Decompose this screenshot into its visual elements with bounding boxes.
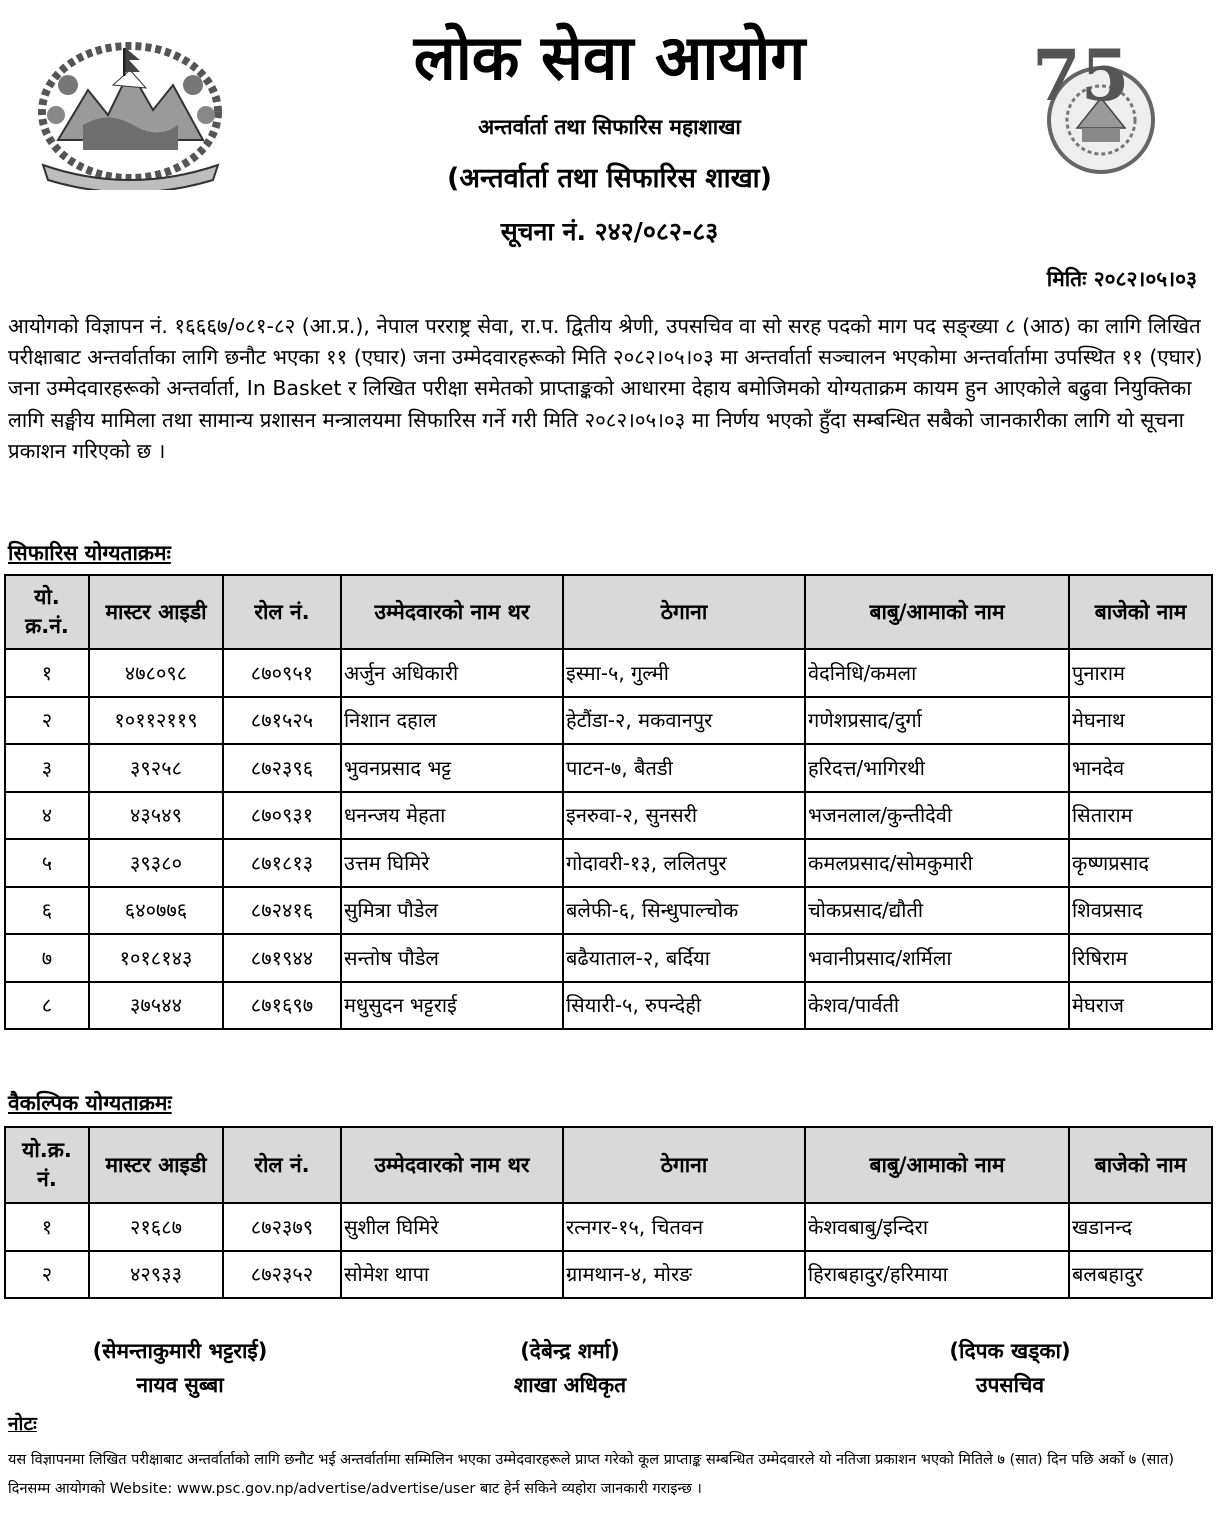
alternative-table bbox=[4, 1126, 1213, 1299]
table-row bbox=[5, 1203, 1212, 1251]
table-cell: ५ bbox=[5, 839, 89, 887]
table-cell: ७ bbox=[5, 934, 89, 982]
table-cell: ८७२४१६ bbox=[223, 887, 341, 935]
table-row bbox=[5, 649, 1212, 697]
table-cell: ८७२३५२ bbox=[223, 1251, 341, 1299]
table-cell: मेघराज bbox=[1069, 982, 1212, 1030]
table-row bbox=[5, 982, 1212, 1030]
column-header: बाबु/आमाको नाम bbox=[805, 1127, 1069, 1203]
table-cell: सुशील घिमिरे bbox=[341, 1203, 563, 1251]
table-cell: धनन्जय मेहता bbox=[341, 792, 563, 840]
table-header-row bbox=[5, 575, 1212, 649]
table-cell: १ bbox=[5, 1203, 89, 1251]
table-cell: केशव/पार्वती bbox=[805, 982, 1069, 1030]
table-cell: ३९३८० bbox=[89, 839, 223, 887]
table-cell: १ bbox=[5, 649, 89, 697]
table-cell: ३९२५८ bbox=[89, 744, 223, 792]
table-cell: कमलप्रसाद/सोमकुमारी bbox=[805, 839, 1069, 887]
table-cell: पुनाराम bbox=[1069, 649, 1212, 697]
signatory-title: नायव सुब्बा bbox=[136, 1373, 224, 1397]
alternative-heading: वैकल्पिक योग्यताक्रमः bbox=[8, 1091, 172, 1115]
table-cell: ८७१८१३ bbox=[223, 839, 341, 887]
signatory-title: शाखा अधिकृत bbox=[513, 1373, 627, 1397]
table-cell: १०१८१४३ bbox=[89, 934, 223, 982]
table-cell: हेटौंडा-२, मकवानपुर bbox=[563, 697, 805, 745]
table-cell: ३७५४४ bbox=[89, 982, 223, 1030]
table-cell: भजनलाल/कुन्तीदेवी bbox=[805, 792, 1069, 840]
column-header: रोल नं. bbox=[223, 575, 341, 649]
table-cell: २ bbox=[5, 1251, 89, 1299]
signatory-name: (सेमन्ताकुमारी भट्टराई) bbox=[92, 1339, 268, 1363]
table-cell: निशान दहाल bbox=[341, 697, 563, 745]
table-cell: उत्तम घिमिरे bbox=[341, 839, 563, 887]
signatory-name: (देबेन्द्र शर्मा) bbox=[520, 1339, 620, 1363]
table-cell: बढैयाताल-२, बर्दिया bbox=[563, 934, 805, 982]
table-row bbox=[5, 697, 1212, 745]
table-row bbox=[5, 1251, 1212, 1299]
notice-number: सूचना नं. २४२/०८२-८३ bbox=[500, 217, 719, 246]
signature-block bbox=[410, 1334, 730, 1402]
column-header: उम्मेदवारको नाम थर bbox=[341, 575, 563, 649]
signatory-name: (दिपक खड्का) bbox=[949, 1339, 1071, 1363]
table-row bbox=[5, 934, 1212, 982]
column-header: उम्मेदवारको नाम थर bbox=[341, 1127, 563, 1203]
table-cell: इस्मा-५, गुल्मी bbox=[563, 649, 805, 697]
column-header: ठेगाना bbox=[563, 1127, 805, 1203]
table-cell: केशवबाबु/इन्दिरा bbox=[805, 1203, 1069, 1251]
table-cell: गोदावरी-१३, ललितपुर bbox=[563, 839, 805, 887]
table-cell: ६४०७७६ bbox=[89, 887, 223, 935]
signatory-title: उपसचिव bbox=[975, 1373, 1045, 1397]
table-cell: बलबहादुर bbox=[1069, 1251, 1212, 1299]
table-cell: ६ bbox=[5, 887, 89, 935]
table-cell: मेघनाथ bbox=[1069, 697, 1212, 745]
table-row bbox=[5, 887, 1212, 935]
table-cell: सोमेश थापा bbox=[341, 1251, 563, 1299]
table-cell: हिराबहादुर/हरिमाया bbox=[805, 1251, 1069, 1299]
column-header: यो.क्र. नं. bbox=[5, 1127, 89, 1203]
column-header: ठेगाना bbox=[563, 575, 805, 649]
logo-number: 75 bbox=[1032, 34, 1130, 117]
table-cell: ४ bbox=[5, 792, 89, 840]
table-cell: मधुसुदन भट्टराई bbox=[341, 982, 563, 1030]
column-header: रोल नं. bbox=[223, 1127, 341, 1203]
table-cell: ४२९३३ bbox=[89, 1251, 223, 1299]
table-cell: पाटन-७, बैतडी bbox=[563, 744, 805, 792]
table-cell: ८७२३९६ bbox=[223, 744, 341, 792]
table-row bbox=[5, 792, 1212, 840]
recommended-table bbox=[4, 574, 1213, 1030]
note-heading: नोटः bbox=[8, 1413, 37, 1435]
table-cell: शिवप्रसाद bbox=[1069, 887, 1212, 935]
table-cell: सन्तोष पौडेल bbox=[341, 934, 563, 982]
recommended-heading: सिफारिस योग्यताक्रमः bbox=[8, 541, 171, 565]
table-cell: भुवनप्रसाद भट्ट bbox=[341, 744, 563, 792]
table-cell: ८७०९३१ bbox=[223, 792, 341, 840]
table-cell: ३ bbox=[5, 744, 89, 792]
table-cell: वेदनिधि/कमला bbox=[805, 649, 1069, 697]
table-cell: १०११२११९ bbox=[89, 697, 223, 745]
section-title: (अन्तर्वार्ता तथा सिफारिस शाखा) bbox=[446, 163, 772, 194]
table-cell: बलेफी-६, सिन्धुपाल्चोक bbox=[563, 887, 805, 935]
note-text: यस विज्ञापनमा लिखित परीक्षाबाट अन्तर्वार्ताको लागि छनौट भई अन्तर्वार्तामा सम्मिलिन भएका उम्मेदवारहरूले प्राप्त गरेको कूल प्राप्ताङ्क सम्बन्धित उम्मेदवारले यो नतिजा प्रकाशन भएको मितिले ७ (सात) दिन पछि अर्को ७ (सात) दिनसम्म आयोगको Website: www.psc.gov.np/advertise/advertise/user बाट हेर्न सकिने व्यहोरा जानकारी गराइन्छ । bbox=[8, 1452, 1175, 1497]
table-cell: रिषिराम bbox=[1069, 934, 1212, 982]
table-cell: भानदेव bbox=[1069, 744, 1212, 792]
table-cell: ८७२३७९ bbox=[223, 1203, 341, 1251]
column-header: मास्टर आइडी bbox=[89, 575, 223, 649]
column-header: बाजेको नाम bbox=[1069, 1127, 1212, 1203]
table-cell: सियारी-५, रुपन्देही bbox=[563, 982, 805, 1030]
table-cell: ४७८०९८ bbox=[89, 649, 223, 697]
table-cell: ८७१९४४ bbox=[223, 934, 341, 982]
table-header-row bbox=[5, 1127, 1212, 1203]
table-cell: २१६८७ bbox=[89, 1203, 223, 1251]
column-header: मास्टर आइडी bbox=[89, 1127, 223, 1203]
table-cell: भवानीप्रसाद/शर्मिला bbox=[805, 934, 1069, 982]
notice-date: मितिः २०८२।०५।०३ bbox=[1046, 267, 1197, 291]
page-title: लोक सेवा आयोग bbox=[413, 21, 806, 94]
table-cell: सिताराम bbox=[1069, 792, 1212, 840]
table-cell: ४३५४९ bbox=[89, 792, 223, 840]
table-cell: ग्रामथान-४, मोरङ bbox=[563, 1251, 805, 1299]
table-cell: खडानन्द bbox=[1069, 1203, 1212, 1251]
signature-block bbox=[20, 1334, 340, 1402]
table-cell: ८७१६९७ bbox=[223, 982, 341, 1030]
table-cell: रत्नगर-१५, चितवन bbox=[563, 1203, 805, 1251]
table-cell: गणेशप्रसाद/दुर्गा bbox=[805, 697, 1069, 745]
column-header: यो. क्र.नं. bbox=[5, 575, 89, 649]
table-cell: २ bbox=[5, 697, 89, 745]
signature-block bbox=[850, 1334, 1170, 1402]
table-cell: अर्जुन अधिकारी bbox=[341, 649, 563, 697]
table-cell: कृष्णप्रसाद bbox=[1069, 839, 1212, 887]
division-title: अन्तर्वार्ता तथा सिफारिस महाशाखा bbox=[478, 115, 741, 139]
table-cell: इनरुवा-२, सुनसरी bbox=[563, 792, 805, 840]
column-header: बाजेको नाम bbox=[1069, 575, 1212, 649]
column-header: बाबु/आमाको नाम bbox=[805, 575, 1069, 649]
table-cell: ८७१५२५ bbox=[223, 697, 341, 745]
table-cell: हरिदत्त/भागिरथी bbox=[805, 744, 1069, 792]
table-row bbox=[5, 744, 1212, 792]
table-cell: ८७०९५१ bbox=[223, 649, 341, 697]
table-cell: ८ bbox=[5, 982, 89, 1030]
table-row bbox=[5, 839, 1212, 887]
table-cell: चोकप्रसाद/द्यौती bbox=[805, 887, 1069, 935]
intro-paragraph: आयोगको विज्ञापन नं. १६६६७/०८१-८२ (आ.प्र.), नेपाल परराष्ट्र सेवा, रा.प. द्वितीय श्रेणी, उपसचिव वा सो सरह पदको माग पद सङ्ख्या ८ (आठ) का लागि लिखित परीक्षाबाट अन्तर्वार्ताका लागि छनौट भएका ११ (एघार) जना उम्मेदवारहरूको मिति २०८२।०५।०३ मा अन्तर्वार्ता सञ्चालन भएकोमा अन्तर्वार्तामा उपस्थित ११ (एघार) जना उम्मेदवारहरूको अन्तर्वार्ता, In Basket र लिखित परीक्षा समेतको प्राप्ताङ्कको आधारमा देहाय बमोजिमको योग्यताक्रम कायम हुन आएकोले बढुवा नियुक्तिका लागि सङ्घीय मामिला तथा सामान्य प्रशासन मन्त्रालयमा सिफारिस गर्ने गरी मिति २०८२।०५।०३ मा निर्णय भएको हुँदा सम्बन्धित सबैको जानकारीका लागि यो सूचना प्रकाशन गरिएको छ । bbox=[8, 314, 1203, 463]
table-cell: सुमित्रा पौडेल bbox=[341, 887, 563, 935]
